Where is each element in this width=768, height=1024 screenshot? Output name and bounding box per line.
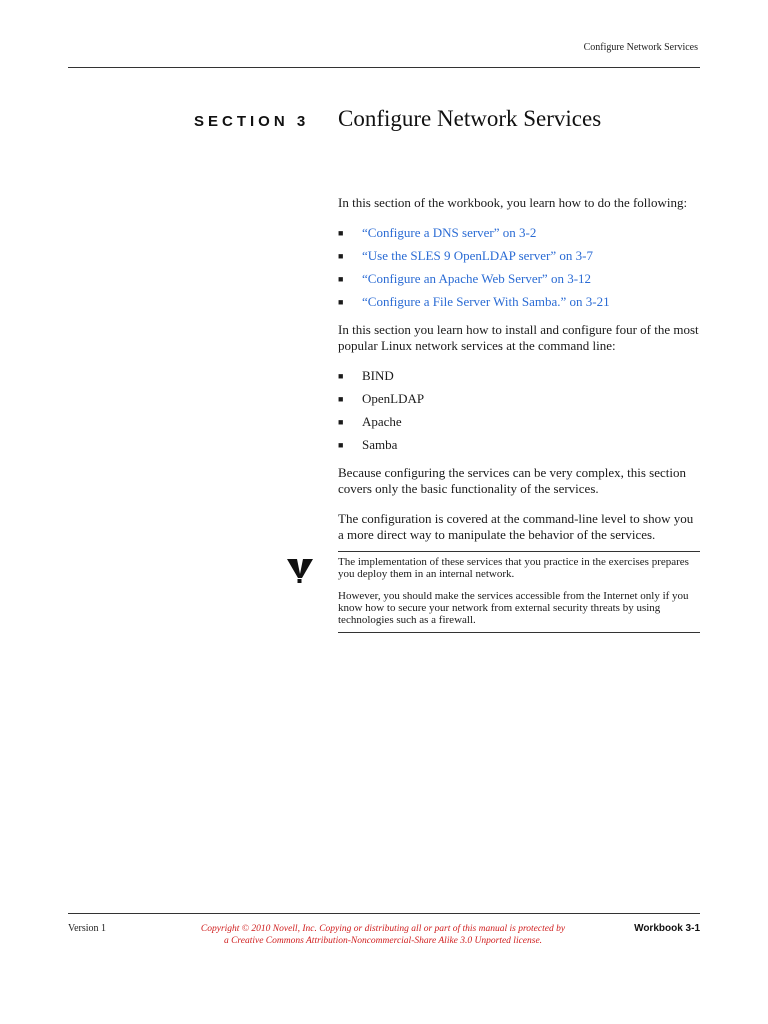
top-rule <box>68 67 700 68</box>
section-content <box>338 195 700 557</box>
link-configure-dns[interactable]: “Configure a DNS server” on 3-2 <box>362 225 537 240</box>
section-title: Configure Network Services <box>338 106 602 131</box>
note-box <box>338 551 700 633</box>
footer-copyright <box>180 923 586 947</box>
bullet: ■ <box>338 251 344 261</box>
list-item <box>338 271 700 287</box>
list-item <box>338 225 700 241</box>
note-paragraph: However, you should make the services accessible from the Internet only if you know how to secure your network from external security threats by using technologies such as a firewall. <box>338 590 689 626</box>
topic-link-list <box>338 225 700 310</box>
list-item <box>338 248 700 264</box>
bullet: ■ <box>338 228 344 238</box>
copyright-line: Copyright © 2010 Novell, Inc. Copying or distributing all or part of this manual is protected by <box>200 924 566 934</box>
running-header: Configure Network Services <box>583 42 698 53</box>
bullet: ■ <box>338 417 344 427</box>
bottom-rule <box>68 913 700 914</box>
bullet: ■ <box>338 394 344 404</box>
bullet: ■ <box>338 297 344 307</box>
complexity-paragraph: Because configuring the services can be very complex, this section covers only the basic functionality of the services. <box>338 465 686 496</box>
bullet: ■ <box>338 440 344 450</box>
services-list <box>338 368 700 453</box>
section-label: SECTION 3 <box>194 113 310 130</box>
list-item <box>338 391 700 407</box>
footer-version: Version 1 <box>68 923 107 934</box>
list-item <box>338 294 700 310</box>
services-paragraph: In this section you learn how to install and configure four of the most popular Linux network services at the command line: <box>338 322 699 353</box>
command-line-paragraph: The configuration is covered at the command-line level to show you a more direct way to manipulate the behavior of the services. <box>338 511 694 542</box>
service-name: OpenLDAP <box>362 391 425 406</box>
bullet: ■ <box>338 371 344 381</box>
list-item <box>338 368 700 384</box>
intro-paragraph: In this section of the workbook, you learn how to do the following: <box>338 195 688 210</box>
bullet: ■ <box>338 274 344 284</box>
footer-page-number: Workbook 3-1 <box>634 923 700 934</box>
list-item <box>338 414 700 430</box>
warning-icon <box>286 556 314 584</box>
link-apache[interactable]: “Configure an Apache Web Server” on 3-12 <box>362 271 592 286</box>
link-samba[interactable]: “Configure a File Server With Samba.” on 3-21 <box>362 294 610 309</box>
service-name: Samba <box>362 437 398 452</box>
service-name: BIND <box>362 368 394 383</box>
link-openldap[interactable]: “Use the SLES 9 OpenLDAP server” on 3-7 <box>362 248 593 263</box>
service-name: Apache <box>362 414 402 429</box>
list-item <box>338 437 700 453</box>
note-paragraph: The implementation of these services that you practice in the exercises prepares you deploy them in an internal network. <box>338 556 689 580</box>
copyright-line: a Creative Commons Attribution-Noncommercial-Share Alike 3.0 Unported license. <box>223 936 543 946</box>
